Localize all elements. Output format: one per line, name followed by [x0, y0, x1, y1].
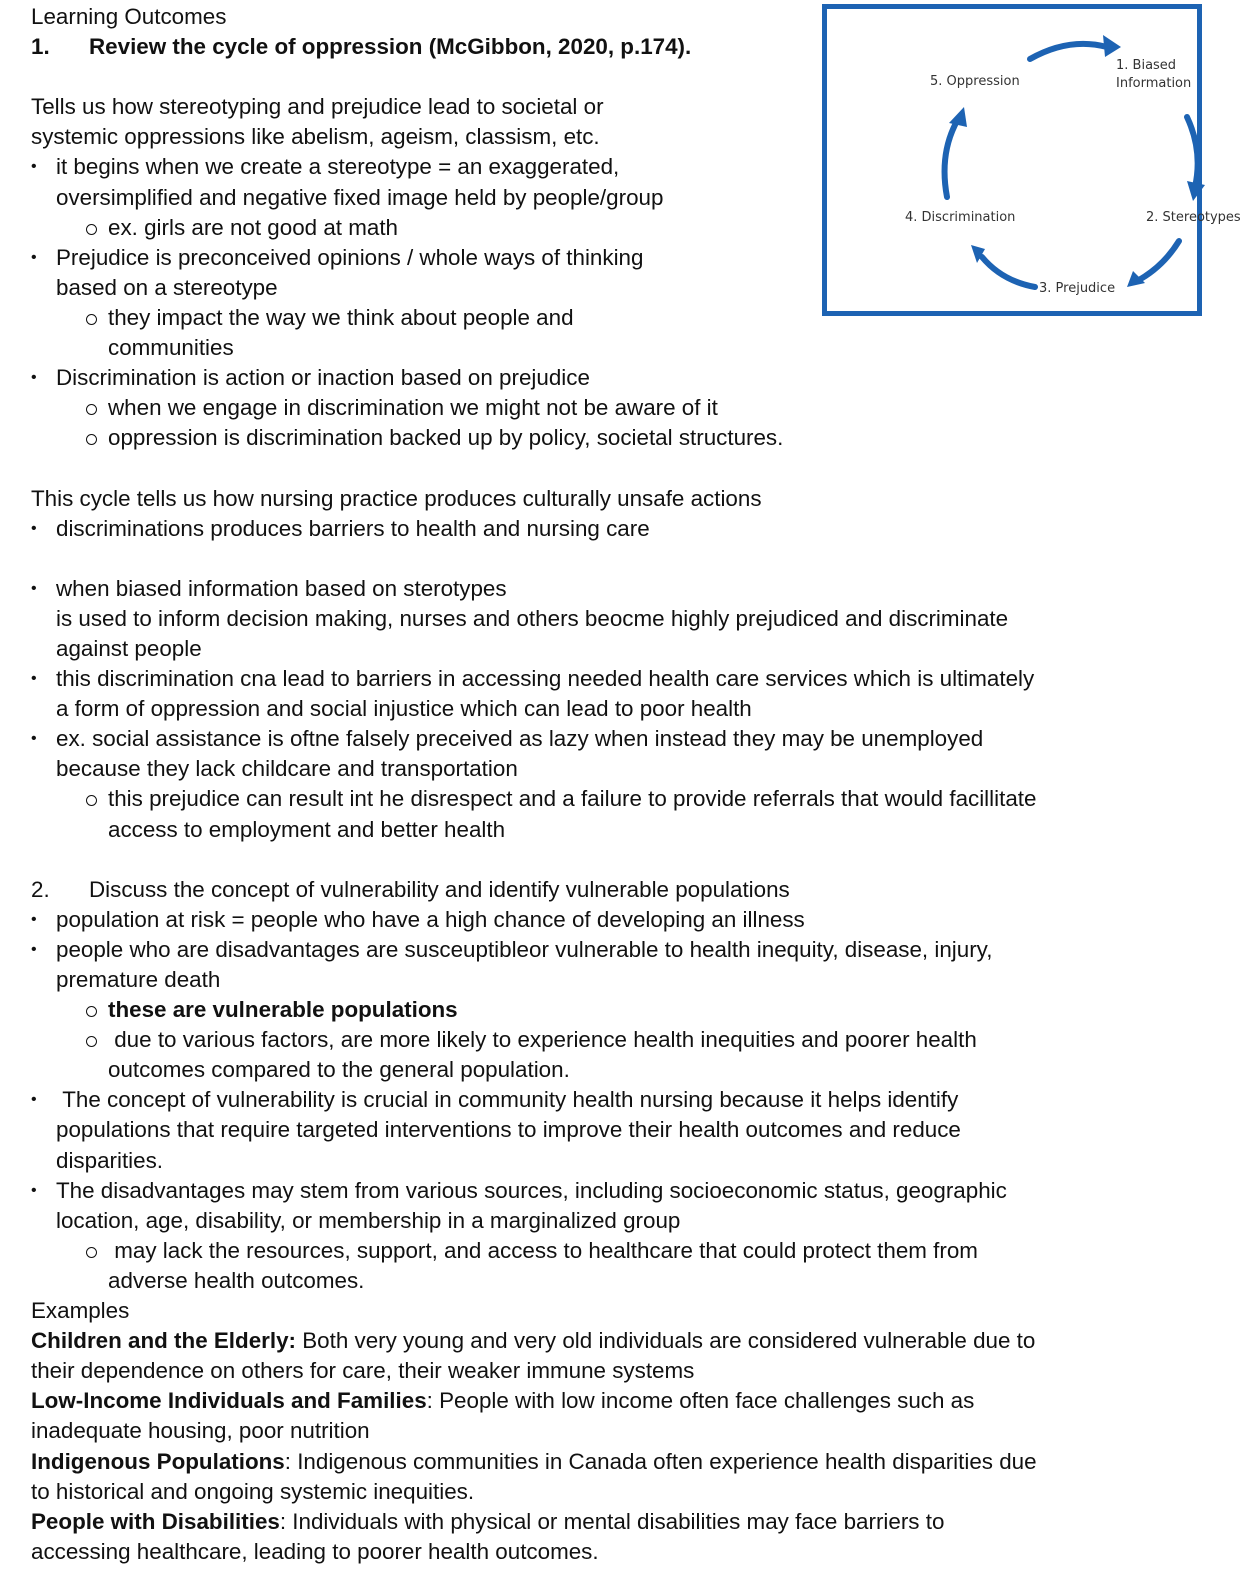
cycle-of-oppression-diagram [822, 4, 1241, 316]
cycle-label-discrimination: 4. Discrimination [905, 210, 1016, 225]
sub-bullet-continuation: adverse health outcomes. [108, 1267, 365, 1293]
sub-bullet-math-example: ex. girls are not good at math [31, 213, 1191, 243]
example-continuation: inadequate housing, poor nutrition [31, 1418, 370, 1444]
intro-line: Tells us how stereotyping and prejudice lead to societal or [31, 94, 604, 120]
bullet-barriers: • discriminations produces barriers to health and nursing care [31, 514, 1191, 544]
bullet-continuation: disparities. [56, 1147, 164, 1173]
sub-bullet-continuation: communities [108, 335, 234, 361]
bullet-prejudice: • Prejudice is preconceived opinions / whole ways of thinking [31, 243, 1191, 273]
sub-bullet-factors [31, 1025, 1191, 1055]
example-term: Indigenous Populations [31, 1448, 285, 1474]
bullet-sources: • The disadvantages may stem from various sources, including socioeconomic status, geographic [31, 1176, 1191, 1206]
example-children-elderly [31, 1326, 1191, 1356]
example-text: Both very young and very old individuals are considered vulnerable due to [296, 1328, 1036, 1354]
example-term: People with Disabilities [31, 1508, 280, 1534]
objective-1-number: 1. [31, 34, 50, 60]
sub-bullet-impact: they impact the way we think about people and [31, 303, 1191, 333]
cycle-label-biased: 1. Biased [1116, 58, 1177, 73]
example-low-income [31, 1386, 1191, 1416]
bullet-social-assistance: • ex. social assistance is oftne falsely preceived as lazy when instead they may be unemployed [31, 724, 1191, 754]
sub-bullet-vulnerable-populations: these are vulnerable populations [31, 995, 1191, 1025]
bullet-disadvantaged: • people who are disadvantages are susceuptibleor vulnerable to health inequity, disease, injury, [31, 935, 1191, 965]
example-disabilities [31, 1507, 1191, 1537]
bullet-continuation: is used to inform decision making, nurses and others beocme highly prejudiced and discriminate [56, 605, 1009, 631]
spacer [31, 453, 1191, 483]
sub-bullet-resources-text: may lack the resources, support, and access to healthcare that could protect them from [114, 1237, 978, 1263]
arrow-prejudice-to-discrimination [982, 257, 1035, 287]
bullet-continuation: location, age, disability, or membership in a marginalized group [56, 1207, 681, 1233]
sub-bullet-continuation: outcomes compared to the general population. [108, 1057, 570, 1083]
example-text: : People with low income often face challenges such as [426, 1388, 975, 1414]
sub-bullet-continuation: access to employment and better health [108, 816, 506, 842]
arrow-stereotypes-to-prejudice [1137, 241, 1179, 281]
sub-bullet-referrals: this prejudice can result int he disrespect and a failure to provide referrals that would facillitate [31, 784, 1191, 814]
cycle-label-stereotypes: 2. Stereotypes [1146, 210, 1241, 225]
bullet-continuation: against people [56, 635, 202, 661]
sub-bullet-factors-text: due to various factors, are more likely to experience health inequities and poorer health [114, 1027, 977, 1053]
bullet-continuation: based on a stereotype [56, 274, 278, 300]
arrowhead [1103, 35, 1121, 57]
bullet-concept [31, 1085, 1191, 1115]
objective-2-number: 2. [31, 876, 50, 902]
example-text: : Individuals with physical or mental disabilities may face barriers to [279, 1508, 945, 1534]
cycle-label-prejudice: 3. Prejudice [1039, 281, 1116, 296]
objective-2-text: Discuss the concept of vulnerability and identify vulnerable populations [89, 876, 790, 902]
bullet-continuation: premature death [56, 967, 221, 992]
spacer [31, 544, 1191, 574]
objective-1-text: Review the cycle of oppression (McGibbon, 2020, p.174). [89, 34, 692, 60]
spacer [31, 845, 1191, 875]
example-continuation: to historical and ongoing systemic inequities. [31, 1478, 475, 1504]
cycle-intro: This cycle tells us how nursing practice produces culturally unsafe actions [31, 485, 762, 511]
bullet-biased-info: • when biased information based on sterotypes [31, 574, 1191, 604]
bullet-continuation: oversimplified and negative fixed image held by people/group [56, 184, 664, 210]
section-header: Learning Outcomes [31, 4, 227, 29]
example-indigenous [31, 1447, 1191, 1477]
sub-bullet-awareness: when we engage in discrimination we might not be aware of it [31, 393, 1191, 423]
bullet-concept-text: The concept of vulnerability is crucial in community health nursing because it helps identify [62, 1087, 959, 1113]
bullet-population-at-risk: • population at risk = people who have a high chance of developing an illness [31, 905, 1191, 935]
arrowhead [1187, 181, 1205, 201]
sub-bullet-oppression: oppression is discrimination backed up by policy, societal structures. [31, 423, 1191, 453]
intro-line: systemic oppressions like abelism, ageism, classism, etc. [31, 124, 600, 150]
cycle-label-information: Information [1116, 76, 1192, 91]
bullet-access: • this discrimination cna lead to barriers in accessing needed health care services which is ultimately [31, 664, 1191, 694]
bullet-continuation: a form of oppression and social injustice which can lead to poor health [56, 696, 752, 722]
arrowhead [949, 107, 967, 127]
example-term: Low-Income Individuals and Families [31, 1388, 427, 1414]
example-continuation: accessing healthcare, leading to poorer health outcomes. [31, 1538, 599, 1564]
sub-bullet-resources [31, 1236, 1191, 1266]
bullet-continuation: populations that require targeted interventions to improve their health outcomes and reduce [56, 1117, 961, 1143]
bullet-stereotype: • it begins when we create a stereotype = an exaggerated, [31, 152, 1191, 182]
cycle-arrows [827, 9, 1207, 321]
objective-2 [31, 875, 1191, 905]
example-term: Children and the Elderly: [31, 1328, 296, 1354]
bullet-continuation: because they lack childcare and transportation [56, 756, 518, 782]
examples-header: Examples [31, 1298, 130, 1324]
arrow-discrimination-to-oppression [945, 121, 957, 197]
arrow-oppression-to-biased [1030, 44, 1107, 59]
cycle-label-oppression: 5. Oppression [930, 74, 1020, 89]
example-continuation: their dependence on others for care, their weaker immune systems [31, 1358, 695, 1384]
bullet-discrimination: • Discrimination is action or inaction based on prejudice [31, 363, 1191, 393]
arrow-biased-to-stereotypes [1187, 117, 1198, 187]
example-text: : Indigenous communities in Canada often experience health disparities due [284, 1448, 1037, 1474]
